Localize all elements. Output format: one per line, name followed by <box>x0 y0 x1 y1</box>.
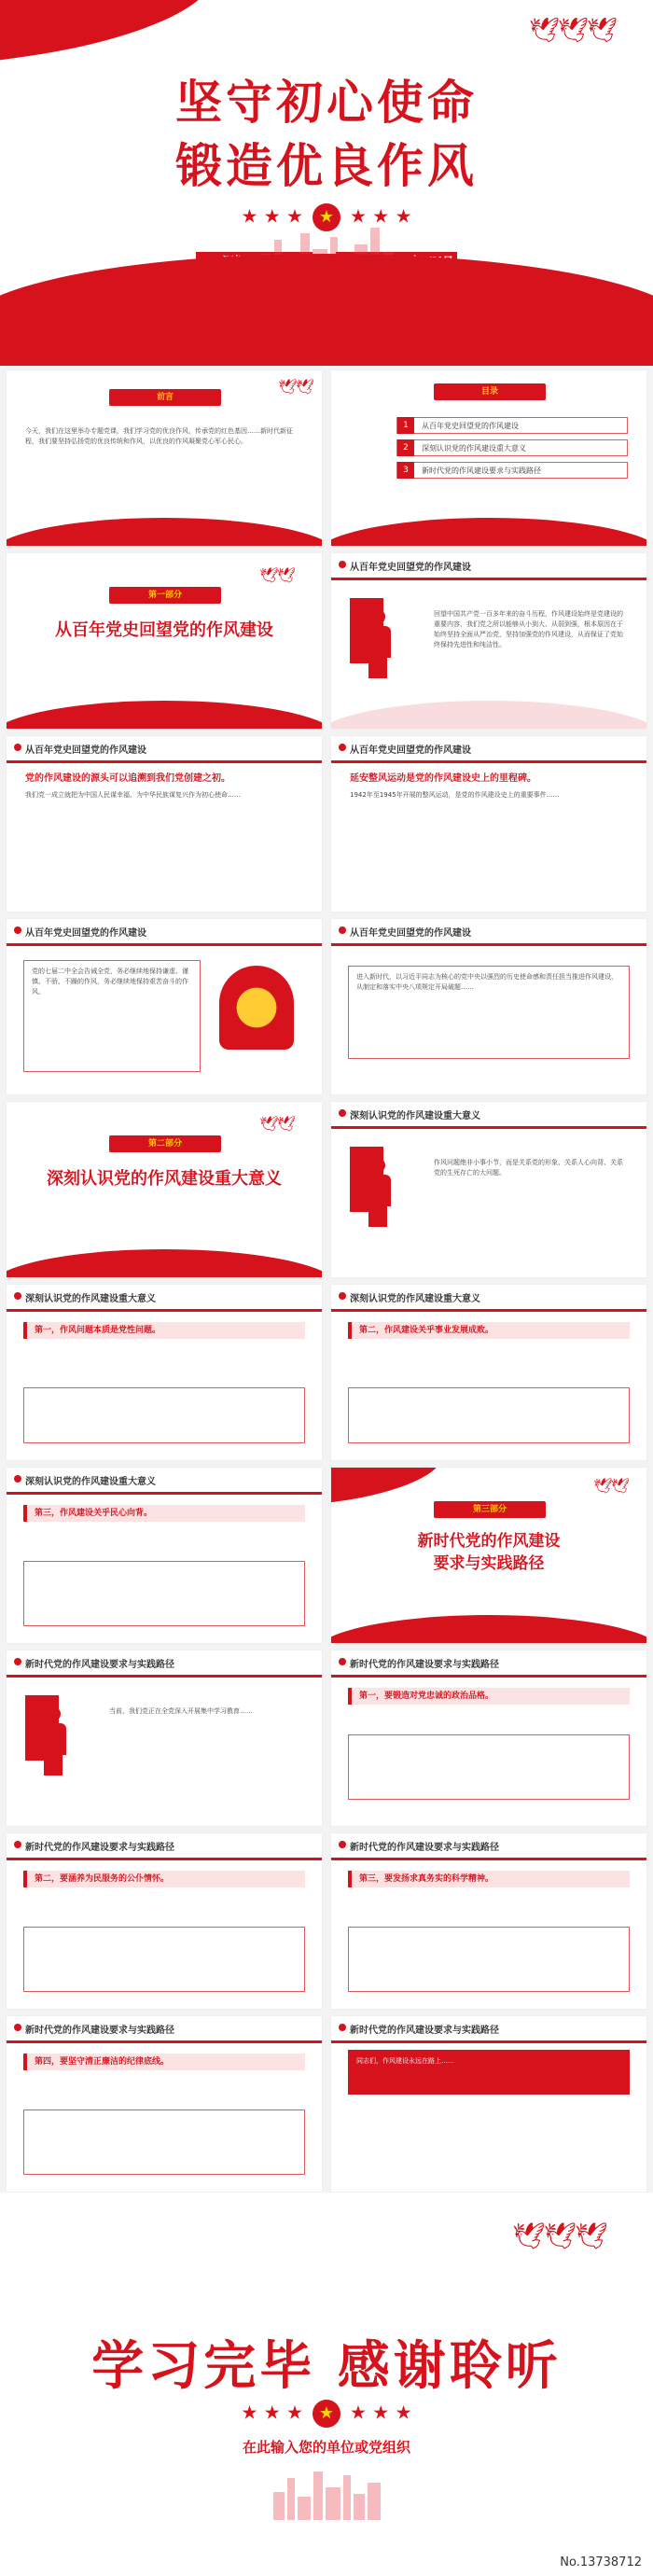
slide-21 <box>330 2015 647 2193</box>
text-box: 进入新时代，以习近平同志为核心的党中央以强烈的历史使命感和责任担当推进作风建设，从制定和落实中央八项规定开局破题…… <box>348 966 630 1059</box>
highlight-box: 同志们，作风建设永远在路上…… <box>348 2050 630 2095</box>
slide-6 <box>6 735 323 912</box>
slide-header: 新时代党的作风建设要求与实践路径 <box>25 2026 174 2036</box>
slide-header: 从百年党史回望党的作风建设 <box>350 928 471 939</box>
list-item[interactable]: 3 新时代党的作风建设要求与实践路径 <box>396 462 628 479</box>
slide-subhead: 延安整风运动是党的作风建设史上的里程碑。 <box>350 773 536 784</box>
slide-text: 1942年至1945年开展的整风运动，是党的作风建设史上的重要事件…… <box>350 791 560 799</box>
slide-7 <box>330 735 647 912</box>
point-bar: 第一，要锻造对党忠诚的政治品格。 <box>348 1688 630 1705</box>
cover-title-line1: 坚守初心使命 <box>175 75 478 130</box>
slide-part1-title <box>6 552 323 730</box>
contents-list <box>396 417 628 484</box>
part1-ribbon: 第一部分 <box>109 587 221 604</box>
star-emblem-row: ★ ★ ★ ★ ★ ★ ★ <box>0 203 653 231</box>
city-skyline <box>0 2464 653 2520</box>
slide-20 <box>6 2015 323 2193</box>
part3-title-line1: 新时代党的作风建设 <box>417 1532 561 1551</box>
slide-text: 作风问题绝非小事小节，而是关系党的形象、关系人心向背、关系党的生死存亡的大问题。 <box>434 1159 623 1177</box>
doves-icon: 🕊🕊 <box>593 1477 628 1495</box>
slide-header: 从百年党史回望党的作风建设 <box>25 928 146 939</box>
point-bar: 第三，作风建设关乎民心向背。 <box>23 1505 305 1522</box>
slide-header: 深刻认识党的作风建设重大意义 <box>350 1294 480 1304</box>
slide-header: 新时代党的作风建设要求与实践路径 <box>25 1843 174 1853</box>
point-bar: 第三，要发扬求真务实的科学精神。 <box>348 1871 630 1887</box>
slide-wave <box>330 1615 647 1644</box>
point-bar: 第二，作风建设关乎事业发展成败。 <box>348 1322 630 1339</box>
slide-11 <box>330 1101 647 1278</box>
part3-title-line2: 要求与实践路径 <box>433 1554 545 1573</box>
cover-title-line2: 锻造优良作风 <box>175 138 478 193</box>
party-emblem-icon: ★ <box>313 203 340 231</box>
slide-part3-title <box>330 1467 647 1644</box>
person-icon <box>357 1158 398 1227</box>
cover-wave <box>0 254 653 366</box>
slide-header: 新时代党的作风建设要求与实践路径 <box>25 1660 174 1670</box>
slide-14 <box>6 1467 323 1644</box>
slide-12 <box>6 1284 323 1461</box>
slide-text: 我们党一成立就把为中国人民谋幸福、为中华民族谋复兴作为初心使命…… <box>25 791 241 799</box>
slide-16 <box>6 1650 323 1827</box>
preface-badge: 前言 <box>109 389 221 406</box>
doves-icon: 🕊🕊 <box>259 1115 294 1133</box>
text-box <box>23 1927 305 1992</box>
slide-wave <box>6 1249 323 1278</box>
slide-header: 从百年党史回望党的作风建设 <box>25 745 146 756</box>
part2-title: 深刻认识党的作风建设重大意义 <box>47 1169 282 1189</box>
slide-header: 深刻认识党的作风建设重大意义 <box>25 1294 156 1304</box>
ending-subtitle: 在此输入您的单位或党组织 <box>242 2439 410 2456</box>
text-box <box>23 1561 305 1626</box>
contents-badge: 目录 <box>434 383 546 400</box>
slide-header: 从百年党史回望党的作风建设 <box>350 563 471 573</box>
point-bar: 第一，作风问题本质是党性问题。 <box>23 1322 305 1339</box>
text-box <box>348 1927 630 1992</box>
doves-icon: 🕊🕊 <box>259 566 294 584</box>
text-box <box>23 1387 305 1443</box>
star-emblem-row: ★ ★ ★ ★ ★ ★ ★ <box>0 2400 653 2428</box>
slide-17 <box>330 1650 647 1827</box>
slide-wave <box>6 701 323 730</box>
cover-slide <box>0 0 653 366</box>
fist-icon <box>219 966 294 1050</box>
slide-text: 回望中国共产党一百多年来的奋斗历程，作风建设始终是党建设的重要内容，我们党之所以能够从小到大、从弱到强，根本原因在于始终坚持全面从严治党，坚持加强党的作风建设，从而保证了党始终保持先进性和纯洁性。 <box>434 610 623 648</box>
doves-icon: 🕊🕊🕊 <box>512 2221 606 2251</box>
watermark-id: No.13738712 <box>556 2555 646 2570</box>
slide-18 <box>6 1832 323 2010</box>
list-item[interactable]: 2 深刻认识党的作风建设重大意义 <box>396 439 628 456</box>
party-emblem-icon: ★ <box>313 2400 340 2428</box>
slide-wave <box>330 518 647 547</box>
slide-subhead: 党的作风建设的源头可以追溯到我们党创建之初。 <box>25 773 230 784</box>
person-icon <box>357 609 398 678</box>
ending-slide <box>0 2193 653 2576</box>
text-box: 党的七届二中全会告诫全党，务必继续地保持谦虚、谨慎、不骄、不躁的作风，务必继续地保持艰苦奋斗的作风。 <box>23 960 201 1072</box>
slide-9 <box>330 918 647 1095</box>
doves-icon: 🕊🕊 <box>278 378 313 396</box>
part1-title: 从百年党史回望党的作风建设 <box>55 620 273 640</box>
preface-text: 今天，我们在这里举办专题党课，我们学习党的优良作风，传承党的红色基因……新时代新征程，我们要坚持弘扬党的优良传统和作风，以优良的作风凝聚党心军心民心。 <box>25 427 293 445</box>
slide-part2-title <box>6 1101 323 1278</box>
slide-header: 深刻认识党的作风建设重大意义 <box>25 1477 156 1487</box>
part2-ribbon: 第二部分 <box>109 1135 221 1152</box>
slide-13 <box>330 1284 647 1461</box>
slide-contents <box>330 369 647 547</box>
doves-icon: 🕊🕊🕊 <box>528 17 616 45</box>
slide-5 <box>330 552 647 730</box>
part3-ribbon: 第三部分 <box>434 1501 546 1518</box>
point-bar: 第四，要坚守清正廉洁的纪律底线。 <box>23 2054 305 2070</box>
text-box <box>23 2110 305 2175</box>
slide-header: 新时代党的作风建设要求与实践路径 <box>350 1660 499 1670</box>
slide-text: 当前，我们党正在全党深入开展集中学习教育…… <box>109 1707 253 1715</box>
corner-wedge <box>0 0 218 63</box>
slide-19 <box>330 1832 647 2010</box>
slide-header: 新时代党的作风建设要求与实践路径 <box>350 2026 499 2036</box>
slide-8 <box>6 918 323 1095</box>
slide-preface <box>6 369 323 547</box>
text-box <box>348 1734 630 1800</box>
point-bar: 第二，要涵养为民服务的公仆情怀。 <box>23 1871 305 1887</box>
ending-title: 学习完毕 感谢聆听 <box>91 2335 562 2397</box>
slide-wave <box>6 518 323 547</box>
slide-header: 深刻认识党的作风建设重大意义 <box>350 1111 480 1121</box>
list-item[interactable]: 1 从百年党史回望党的作风建设 <box>396 417 628 434</box>
slide-header: 从百年党史回望党的作风建设 <box>350 745 471 756</box>
text-box <box>348 1387 630 1443</box>
slide-header: 新时代党的作风建设要求与实践路径 <box>350 1843 499 1853</box>
person-icon <box>33 1706 74 1775</box>
